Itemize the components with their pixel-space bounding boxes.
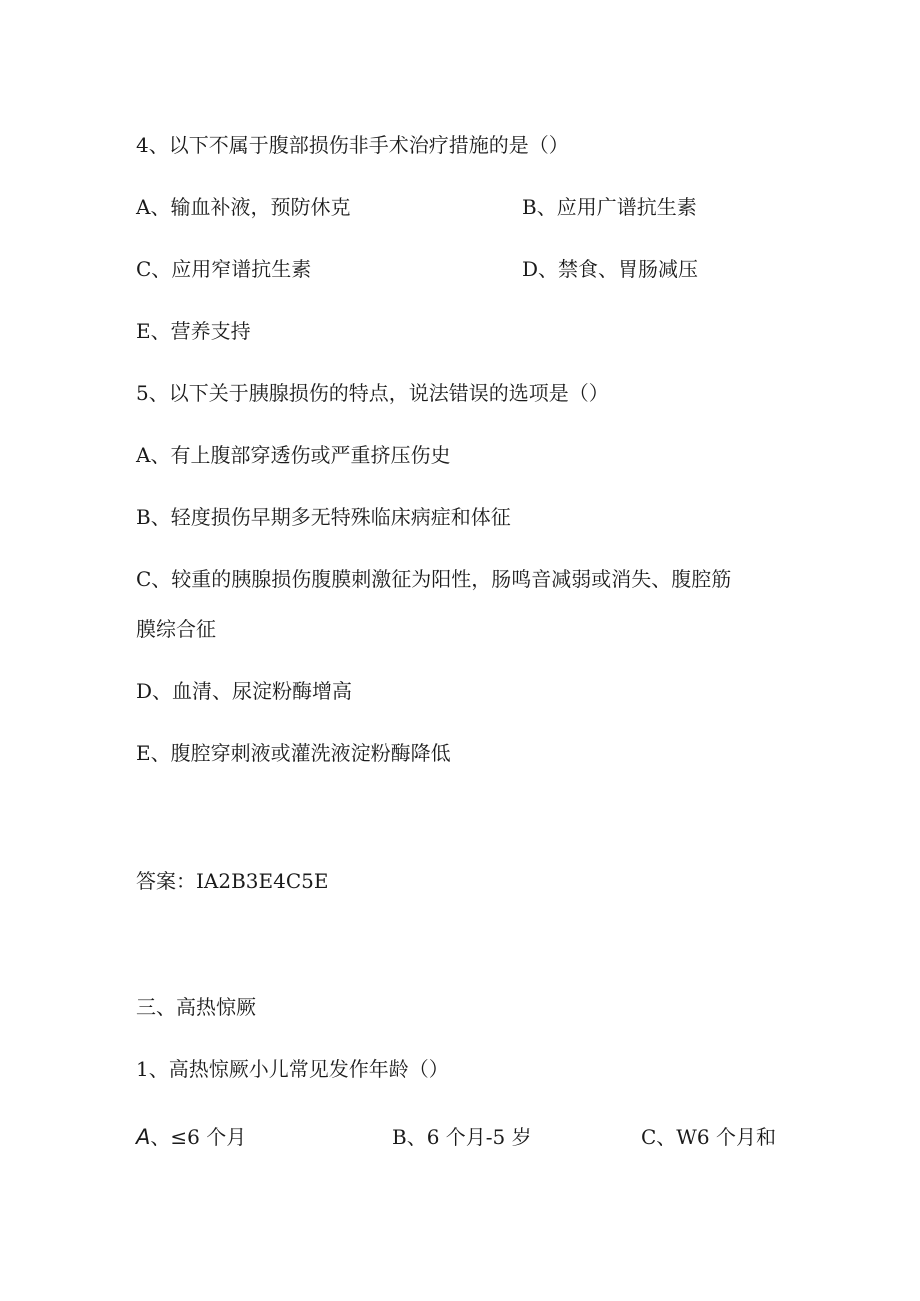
q4-option-c: C、应用窄谱抗生素 bbox=[136, 257, 312, 281]
s3-q1-option-a bbox=[136, 1123, 246, 1151]
q4-option-a: A、输血补液，预防休克 bbox=[136, 195, 351, 219]
q4-option-d: D、禁食、胃肠减压 bbox=[522, 257, 699, 281]
s3-q1-option-a-letter: A bbox=[136, 1125, 151, 1149]
s3-q1-option-a-text: 、≤6 个月 bbox=[150, 1125, 247, 1149]
q4-options-row-1 bbox=[0, 193, 920, 221]
answer-key: 答案：IA2B3E4C5E bbox=[136, 869, 329, 893]
s3-q1-option-b: B、6 个月-5 岁 bbox=[392, 1125, 532, 1149]
section-title: 三、高热惊厥 bbox=[136, 995, 256, 1019]
q5-option-d: D、血清、尿淀粉酶增高 bbox=[136, 679, 353, 703]
q5-option-e: E、腹腔穿刺液或灌洗液淀粉酶降低 bbox=[136, 741, 451, 765]
q5-option-c-line2: 膜综合征 bbox=[136, 617, 216, 641]
q5-option-c-line1: C、较重的胰腺损伤腹膜刺激征为阳性，肠鸣音减弱或消失、腹腔筋 bbox=[136, 567, 732, 591]
q4-option-e: E、营养支持 bbox=[136, 319, 251, 343]
q5-option-b: B、轻度损伤早期多无特殊临床病症和体征 bbox=[136, 505, 511, 529]
q4-options-row-2 bbox=[0, 255, 920, 283]
q5-option-a: A、有上腹部穿透伤或严重挤压伤史 bbox=[136, 443, 451, 467]
q5-stem: 5、以下关于胰腺损伤的特点，说法错误的选项是（） bbox=[136, 381, 609, 405]
s3-q1-stem: 1、高热惊厥小儿常见发作年龄（） bbox=[136, 1057, 449, 1081]
s3-q1-option-c: C、W6 个月和 bbox=[641, 1125, 776, 1149]
s3-q1-options-row bbox=[0, 1123, 920, 1151]
q4-option-b: B、应用广谱抗生素 bbox=[522, 195, 697, 219]
q4-stem: 4、以下不属于腹部损伤非手术治疗措施的是（） bbox=[136, 133, 569, 157]
